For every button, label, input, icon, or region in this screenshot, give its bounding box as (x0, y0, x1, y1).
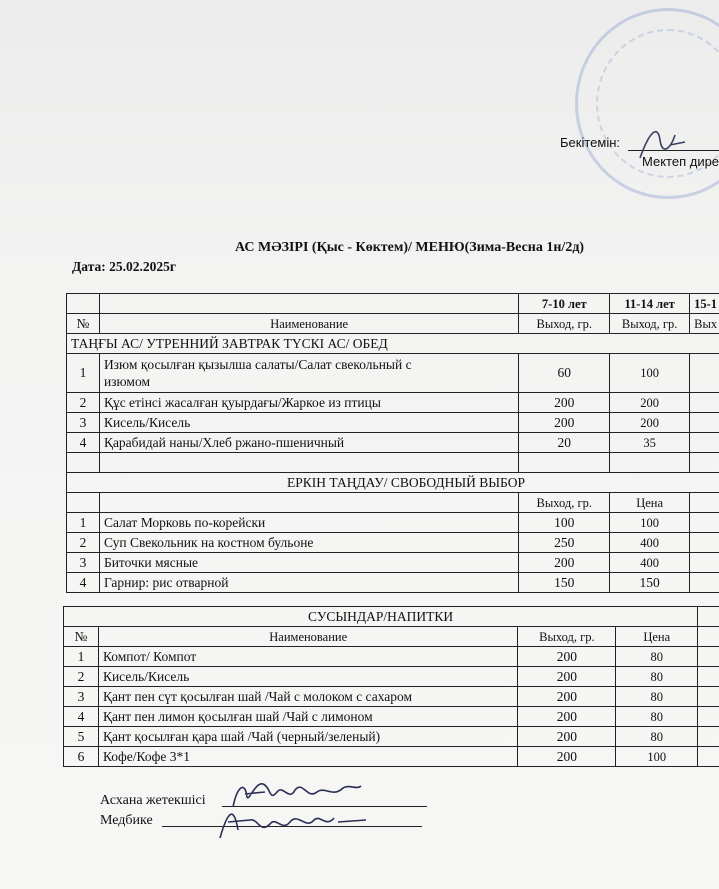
approval-position: Мектеп дире (642, 154, 719, 169)
chef-signature-label: Асхана жетекшісі (100, 793, 206, 808)
table-row: 3 Биточки мясные 200 400 (67, 553, 719, 573)
drinks-header-name: Наименование (98, 627, 518, 647)
table-row: 2 Құс етінсі жасалған қуырдағы/Жаркое из птицы 200 200 (67, 393, 719, 413)
header-out-2: Выход, гр. (610, 314, 690, 334)
approval-label: Бекітемін: (560, 135, 620, 150)
table-row: 1 Салат Морковь по-корейски 100 100 (67, 513, 719, 533)
header-name: Наименование (99, 314, 518, 334)
header-num: № (67, 314, 100, 334)
free-header-price: Цена (610, 493, 690, 513)
menu-date: Дата: 25.02.2025г (72, 259, 176, 274)
table-row: 4 Қарабидай наны/Хлеб ржано-пшеничный 20 35 (67, 433, 719, 453)
drinks-header-price: Цена (616, 627, 698, 647)
main-menu-table (66, 293, 719, 593)
nurse-signature-label: Медбике (100, 813, 153, 828)
table-row: 2 Кисель/Кисель 200 80 (64, 667, 719, 687)
age-group-1: 7-10 лет (519, 294, 610, 314)
header-out-3: Вых (690, 314, 719, 334)
drinks-header-num: № (64, 627, 99, 647)
table-row: 1 Изюм қосылған қызылша салаты/Салат свекольный с изюмом 60 100 (67, 354, 719, 393)
drinks-header-out: Выход, гр. (518, 627, 616, 647)
menu-title: АС МӘЗІРІ (Қыс - Көктем)/ МЕНЮ(Зима-Весна 1н/2д) (235, 240, 585, 255)
table-row: 3 Кисель/Кисель 200 200 (67, 413, 719, 433)
drinks-table (63, 606, 719, 767)
table-row: 5 Қант қосылған қара шай /Чай (черный/зеленый) 200 80 (64, 727, 719, 747)
table-row: 3 Қант пен сүт қосылған шай /Чай с молоком с сахаром 200 80 (64, 687, 719, 707)
table-row: 1 Компот/ Компот 200 80 (64, 647, 719, 667)
age-group-2: 11-14 лет (610, 294, 690, 314)
section-drinks: СУСЫНДАР/НАПИТКИ (64, 607, 698, 627)
section-free-choice: ЕРКІН ТАҢДАУ/ СВОБОДНЫЙ ВЫБОР (67, 473, 719, 493)
table-row: 4 Қант пен лимон қосылған шай /Чай с лимоном 200 80 (64, 707, 719, 727)
table-row: 6 Кофе/Кофе 3*1 200 100 (64, 747, 719, 767)
table-row: 2 Суп Свекольник на костном бульоне 250 400 (67, 533, 719, 553)
nurse-handwritten-signature (210, 800, 370, 842)
section-breakfast-lunch: ТАҢҒЫ АС/ УТРЕННИЙ ЗАВТРАК ТҮСКІ АС/ ОБЕД (67, 334, 719, 354)
header-out-1: Выход, гр. (519, 314, 610, 334)
director-signature (630, 120, 690, 165)
table-row: 4 Гарнир: рис отварной 150 150 (67, 573, 719, 593)
free-header-out: Выход, гр. (519, 493, 610, 513)
age-group-3: 15-1 (690, 294, 719, 314)
